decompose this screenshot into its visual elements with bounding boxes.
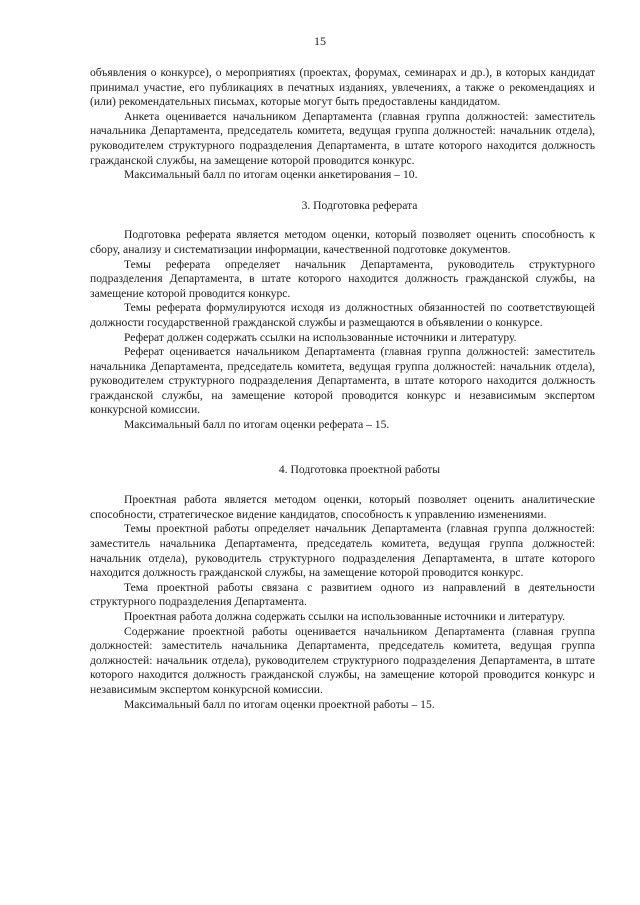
section-3-paragraph: Подготовка реферата является методом оценки, который позволяет оценить способность к сбору, анализу и систематизации информации, качественной подготовке документов. bbox=[90, 228, 595, 256]
document-body bbox=[90, 66, 595, 712]
section-3-max-score-paragraph: Максимальный балл по итогам оценки реферата – 15. bbox=[124, 418, 390, 432]
section-4-max-score-paragraph: Максимальный балл по итогам оценки проектной работы – 15. bbox=[124, 697, 435, 711]
section-3-paragraph: Реферат оценивается начальником Департамента (главная группа должностей: заместитель начальника Департамента, председатель комитета, ведущая группа должностей: начальник отдела), руководителем структурного подразделения Департамента, в штате которого находится должность гражданской службы, на замещение которой проводится конкурс и независимым экспертом конкурсной комиссии. bbox=[90, 345, 595, 417]
section-4-paragraph: Проектная работа является методом оценки, который позволяет оценить аналитические способности, стратегическое видение кандидатов, способность к управлению изменениями. bbox=[90, 493, 595, 521]
section-3-paragraph: Реферат должен содержать ссылки на использованные источники и литературу. bbox=[124, 330, 517, 344]
intro-continuation-paragraph: объявления о конкурсе), о мероприятиях (проектах, форумах, семинарах и др.), в которых кандидат принимал участие, его публикациях в печатных изданиях, увлечениях, а также о рекомендациях и (или) рекомендательных письмах, которые могут быть предоставлены кандидатом. bbox=[90, 66, 595, 109]
section-3-paragraph: Темы реферата формулируются исходя из должностных обязанностей по соответствующей должности государственной гражданской службы и размещаются в объявлении о конкурсе. bbox=[90, 301, 595, 329]
section-4-paragraph: Темы проектной работы определяет начальник Департамента (главная группа должностей: заместитель начальника Департамента, председатель комитета, ведущая группа должностей: начальник отдела), руководитель структурного подразделения Департамента, в штате которого находится должность гражданской службы, на замещение которой проводится конкурс. bbox=[90, 522, 595, 580]
intro-evaluator-paragraph: Анкета оценивается начальником Департамента (главная группа должностей: заместитель начальника Департамента, председатель комитета, ведущая группа должностей: начальник отдела), руководителем структурного подразделения Департамента, в штате которого находится должность гражданской службы, на замещение которой проводится конкурс. bbox=[90, 109, 595, 167]
intro-max-score-paragraph: Максимальный балл по итогам оценки анкетирования – 10. bbox=[124, 168, 418, 182]
section-3-heading: 3. Подготовка реферата bbox=[301, 198, 418, 212]
section-4-heading: 4. Подготовка проектной работы bbox=[278, 462, 441, 476]
section-4-paragraph: Проектная работа должна содержать ссылки на использованные источники и литературу. bbox=[124, 610, 565, 623]
section-3-paragraph: Темы реферата определяет начальник Департамента, руководитель структурного подразделения Департамента, в штате которого находится должность гражданской службы, на замещение которой проводится конкурс. bbox=[90, 257, 595, 300]
section-4-paragraph: Тема проектной работы связана с развитием одного из направлений в деятельности структурного подразделения Департамента. bbox=[90, 580, 595, 609]
section-4-paragraph: Содержание проектной работы оценивается начальником Департамента (главная группа должностей: заместитель начальника Департамента, председатель комитета, ведущая группа должностей: начальник отдела), руководителем структурного подразделения Департамента, в штате которого находится должность гражданской службы, на замещение которой проводится конкурс и независимым экспертом конкурсной комиссии. bbox=[90, 624, 595, 696]
page-number: 15 bbox=[314, 34, 326, 48]
